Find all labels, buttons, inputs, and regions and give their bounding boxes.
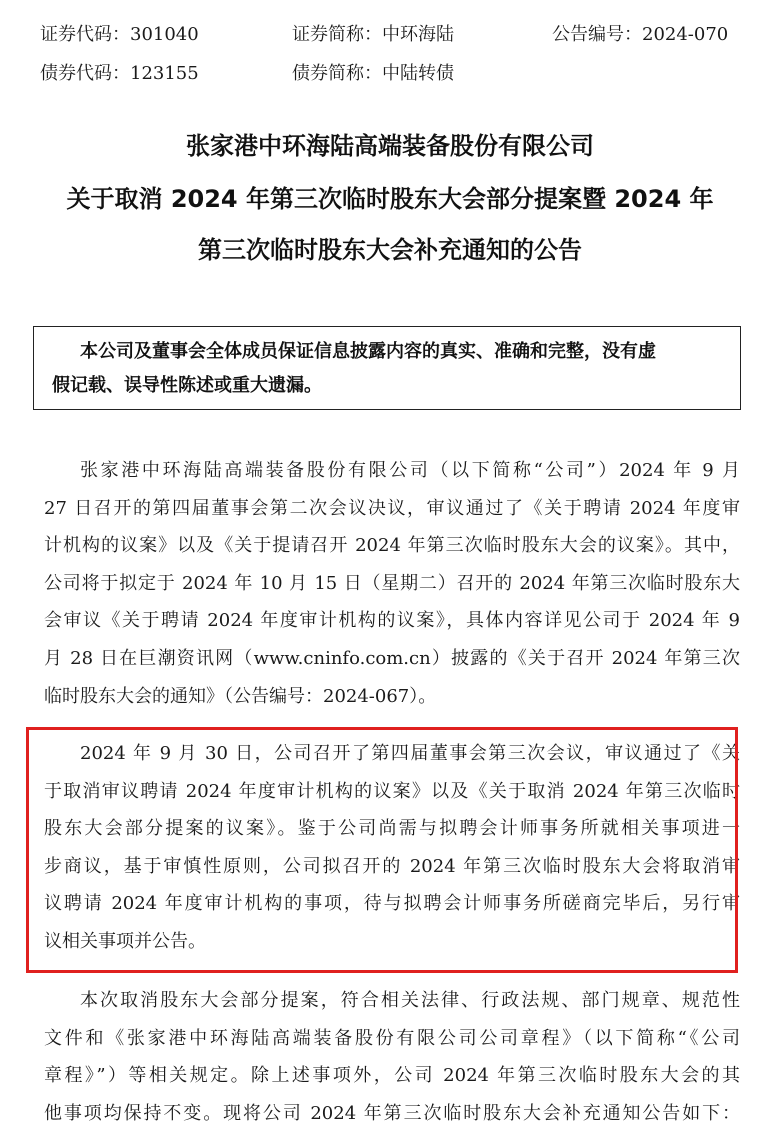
paragraph-line: 张家港中环海陆高端装备股份有限公司（以下简称“公司”）2024 年 9 月 — [80, 460, 740, 481]
paragraph-line: 27 日召开的第四届董事会第二次会议决议，审议通过了《关于聘请 2024 年度审 — [44, 497, 740, 519]
paragraph-line: 步商议，基于审慎性原则，公司拟召开的 2024 年第三次临时股东大会将取消审 — [44, 855, 740, 877]
bond-name: 债券简称：中陆转债 — [292, 63, 454, 84]
paragraph-line: 于取消审议聘请 2024 年度审计机构的议案》以及《关于取消 2024 年第三次临时 — [44, 780, 740, 802]
paragraph-line: 月 28 日在巨潮资讯网（www.cninfo.com.cn）披露的《关于召开 2024 年第三次 — [44, 647, 740, 669]
paragraph-compliance — [44, 982, 740, 1132]
paragraph-line: 计机构的议案》以及《关于提请召开 2024 年第三次临时股东大会的议案》。其中， — [44, 535, 740, 557]
notice-line-2: 假记载、误导性陈述或重大遗漏。 — [52, 375, 322, 396]
paragraph-line: 会审议《关于聘请 2024 年度审计机构的议案》，具体内容详见公司于 2024 年 9 — [44, 610, 740, 632]
title-subject: 关于取消 2024 年第三次临时股东大会部分提案暨 2024 年 — [66, 185, 714, 213]
paragraph-line: 公司将于拟定于 2024 年 10 月 15 日（星期二）召开的 2024 年第三次临时股东大 — [44, 572, 740, 594]
stock-code: 证券代码：301040 — [40, 24, 199, 45]
paragraph-line: 他事项均保持不变。现将公司 2024 年第三次临时股东大会补充通知公告如下： — [44, 1102, 740, 1124]
header-row-securities — [40, 20, 740, 50]
paragraph-line: 临时股东大会的通知》（公告编号：2024-067）。 — [44, 685, 437, 707]
paragraph-line: 文件和《张家港中环海陆高端装备股份有限公司公司章程》（以下简称“《公司 — [44, 1027, 740, 1049]
paragraph-line: 议相关事项并公告。 — [44, 930, 206, 952]
board-guarantee-notice — [33, 326, 741, 410]
title-company: 张家港中环海陆高端装备股份有限公司 — [186, 132, 594, 160]
red-highlight-frame — [26, 727, 738, 973]
paragraph-line: 议聘请 2024 年度审计机构的事项，待与拟聘会计师事务所磋商完毕后，另行审 — [44, 893, 740, 915]
paragraph-line: 2024 年 9 月 30 日，公司召开了第四届董事会第三次会议，审议通过了《关 — [80, 743, 740, 764]
stock-name: 证券简称：中环海陆 — [292, 24, 454, 45]
header-row-bonds — [40, 59, 740, 89]
announcement-number: 公告编号：2024-070 — [552, 24, 729, 45]
notice-line-1: 本公司及董事会全体成员保证信息披露内容的真实、准确和完整，没有虚 — [80, 341, 656, 362]
title-subject-cont: 第三次临时股东大会补充通知的公告 — [198, 236, 582, 264]
bond-code: 债券代码：123155 — [40, 63, 199, 84]
paragraph-line: 章程》”）等相关规定。除上述事项外，公司 2024 年第三次临时股东大会的其 — [44, 1065, 740, 1087]
paragraph-line: 股东大会部分提案的议案》。鉴于公司尚需与拟聘会计师事务所就相关事项进一 — [44, 818, 740, 840]
paragraph-background — [44, 452, 740, 715]
paragraph-line: 本次取消股东大会部分提案，符合相关法律、行政法规、部门规章、规范性 — [80, 990, 740, 1011]
